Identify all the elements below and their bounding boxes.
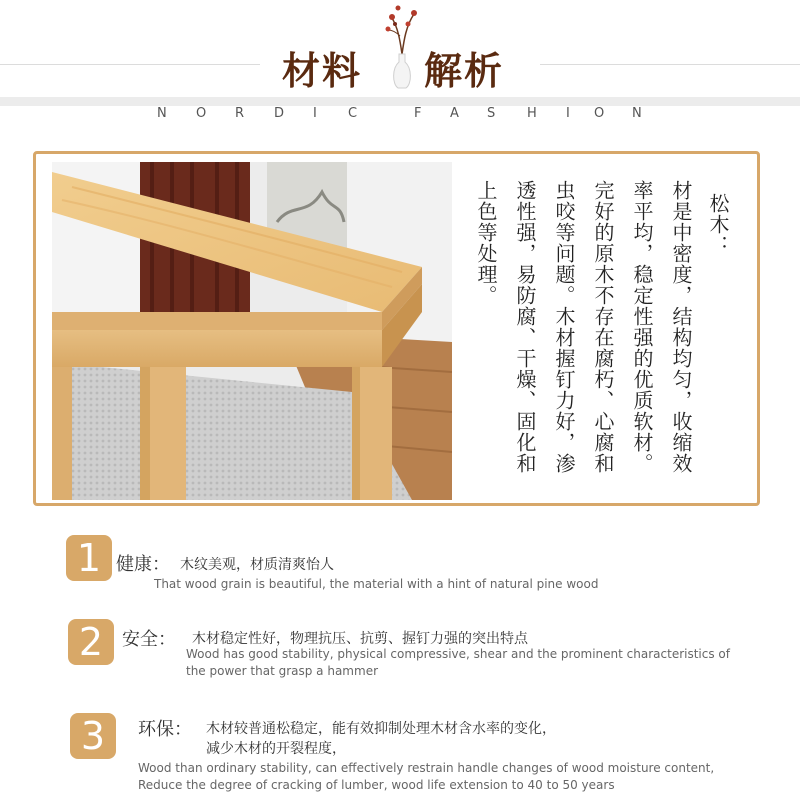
subtitle-letter: F — [414, 106, 422, 121]
subtitle-letter: O — [196, 106, 207, 121]
desc-column-5: 虫咬等问题。木材握钉力好，渗 — [552, 180, 576, 474]
subtitle-letter: I — [566, 106, 570, 121]
feature-cn-2: 木材稳定性好，物理抗压、抗剪、握钉力强的突出特点 — [192, 631, 528, 647]
pine-table-photo — [52, 162, 452, 500]
feature-number-2: 2 — [68, 619, 114, 665]
subtitle-letter: O — [594, 106, 605, 121]
title-right: 解析 — [424, 49, 505, 93]
desc-column-7: 上色等处理。 — [474, 180, 498, 306]
feature-cn-3b: 减少木材的开裂程度， — [206, 741, 346, 757]
subtitle-letter: C — [348, 106, 358, 121]
subtitle-letter: N — [157, 106, 167, 121]
subtitle-letter: I — [313, 106, 317, 121]
feature-title-3: 环保： — [138, 719, 192, 740]
header-line-left — [0, 64, 260, 65]
feature-title-1: 健康： — [116, 554, 170, 575]
subtitle-letter: A — [450, 106, 459, 121]
subtitle-letter: H — [527, 106, 537, 121]
feature-number-1: 1 — [66, 535, 112, 581]
feature-en-3b: Reduce the degree of cracking of lumber, wood life extension to 40 to 50 years — [138, 778, 615, 792]
header-line-right — [540, 64, 800, 65]
feature-title-2: 安全： — [122, 629, 176, 650]
subtitle-letter: S — [487, 106, 496, 121]
subtitle-letter: N — [632, 106, 642, 121]
title-left: 材料 — [282, 49, 363, 93]
subtitle-nordic-fashion — [0, 106, 800, 124]
feature-number-3: 3 — [70, 713, 116, 759]
subtitle-letter: D — [274, 106, 285, 121]
feature-cn-1: 木纹美观，材质清爽怡人 — [180, 557, 334, 573]
desc-column-1: 松木： — [706, 193, 730, 256]
feature-cn-3: 木材较普通松稳定，能有效抑制处理木材含水率的变化， — [206, 721, 556, 737]
desc-column-6: 透性强，易防腐、干燥、固化和 — [513, 180, 537, 474]
desc-column-3: 率平均，稳定性强的优质软材。 — [630, 180, 654, 474]
desc-column-2: 材是中密度，结构均匀，收缩效 — [669, 180, 693, 474]
feature-en-3a: Wood than ordinary stability, can effectively restrain handle changes of wood moisture content, — [138, 761, 715, 775]
feature-en-2a: Wood has good stability, physical compressive, shear and the prominent characteristics of — [186, 647, 730, 661]
feature-en-2b: the power that grasp a hammer — [186, 664, 379, 678]
vase-icon — [380, 0, 424, 92]
subtitle-letter: R — [235, 106, 245, 121]
desc-column-4: 完好的原木不存在腐朽、心腐和 — [591, 180, 615, 474]
header-band — [0, 97, 800, 106]
feature-en-1: That wood grain is beautiful, the material with a hint of natural pine wood — [154, 577, 599, 591]
